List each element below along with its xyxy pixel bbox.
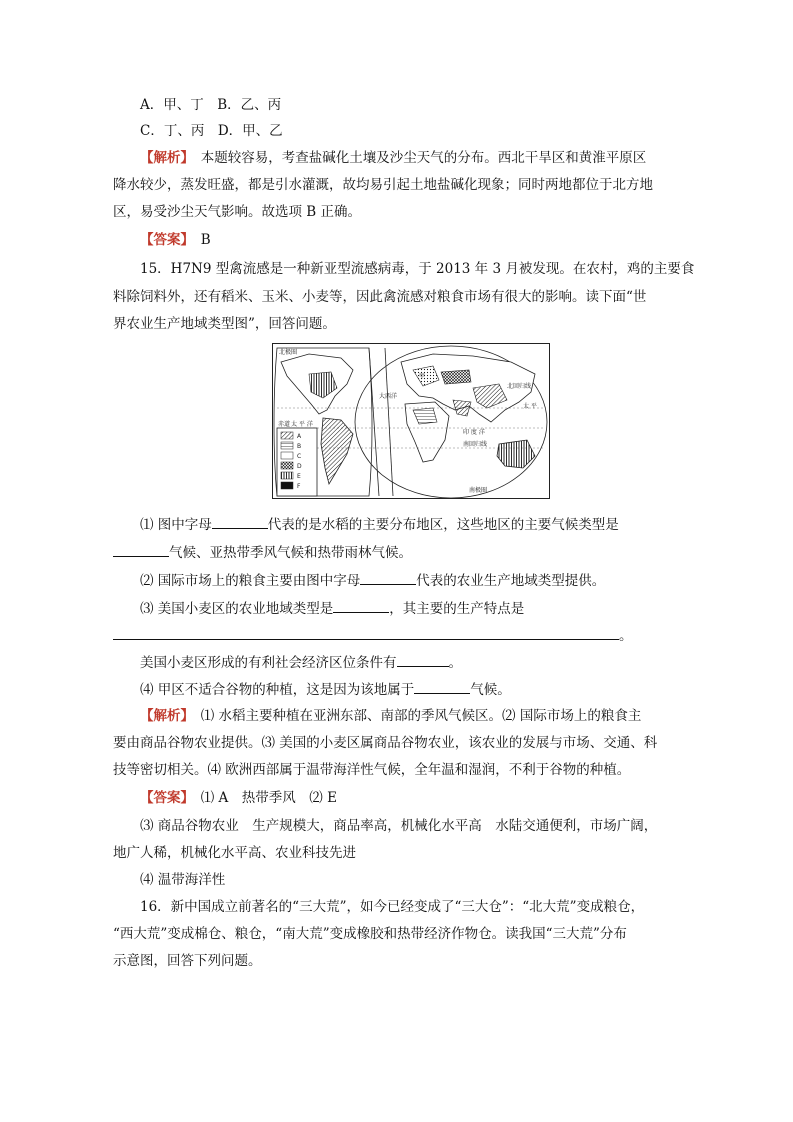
- q15-stem-line-2: 料除饲料外，还有稻米、玉米、小麦等，因此禽流感对粮食市场有很大的影响。读下面“世: [113, 289, 647, 305]
- legend-b: B: [297, 443, 302, 450]
- legend-a: A: [297, 433, 302, 440]
- q14-analysis-line-3: 区，易受沙尘天气影响。故选项 B 正确。: [113, 204, 362, 220]
- legend-f: F: [297, 483, 301, 490]
- legend-c: C: [297, 453, 302, 460]
- label-pacific-right: 太 平: [523, 403, 537, 410]
- answer-blank[interactable]: [360, 570, 416, 585]
- q16-stem-line-2: “西大荒”变成棉仓、粮仓，“南大荒”变成橡胶和热带经济作物仓。读我国“三大荒”分布: [113, 926, 627, 942]
- label-indian: 印 度 洋: [463, 429, 485, 436]
- q15-analysis-line-3: 技等密切相关。⑷ 欧洲西部属于温带海洋性气候，全年温和湿润，不利于谷物的种植。: [113, 762, 631, 778]
- label-arctic: 北极圈: [279, 349, 298, 356]
- q14-answer-text: B: [187, 232, 211, 248]
- label-jia: 甲: [419, 373, 426, 380]
- label-equator: 赤道: [278, 421, 291, 428]
- option-line-1: A．甲、丁 B．乙、丙: [140, 97, 282, 113]
- q15-answer-line-2: ⑶ 商品谷物农业 生产规模大，商品率高，机械化水平高 水陆交通便利，市场广阔，: [140, 818, 658, 834]
- analysis-tag: 【解析】: [140, 708, 188, 724]
- legend-d: D: [297, 463, 302, 470]
- label-pacific: 太 平 洋: [291, 421, 313, 428]
- option-line-2: C．丁、丙 D．甲、乙: [140, 123, 283, 139]
- q15-analysis-line-1: 【解析】 ⑴ 水稻主要种植在亚洲东部、南部的季风气候区。⑵ 国际市场上的粮食主: [140, 708, 642, 724]
- legend-e: E: [297, 473, 301, 480]
- q15-sub3-line-3: 美国小麦区形成的有利社会经济区位条件有 。: [140, 652, 462, 673]
- world-agriculture-map: [272, 343, 550, 499]
- q15-analysis-line-2: 要由商品谷物农业提供。⑶ 美国的小麦区属商品谷物农业，该农业的发展与市场、交通、科: [113, 735, 658, 751]
- answer-tag: 【答案】: [140, 790, 188, 806]
- label-tropic-n: 北回归线: [507, 383, 532, 390]
- q14-analysis-line-2: 降水较少，蒸发旺盛，都是引水灌溉，故均易引起土地盐碱化现象；同时两地都位于北方地: [113, 177, 653, 193]
- label-tropic-s: 南回归线: [463, 441, 488, 448]
- q15-stem-line-1: 15．H7N9 型禽流感是一种新亚型流感病毒，于 2013 年 3 月被发现。在农村，鸡的主要食: [140, 261, 695, 277]
- q15-sub3-line-1: ⑶ 美国小麦区的农业地域类型是 ，其主要的生产特点是: [140, 598, 524, 619]
- q15-sub2: ⑵ 国际市场上的粮食主要由图中字母 代表的农业生产地域类型提供。: [140, 570, 605, 591]
- q15-sub1-line-1: ⑴ 图中字母 代表的是水稻的主要分布地区，这些地区的主要气候类型是: [140, 514, 619, 535]
- q15-sub4: ⑷ 甲区不适合谷物的种植，这是因为该地属于 气候。: [140, 679, 511, 700]
- q14-analysis-line-1: [140, 148, 646, 168]
- q14-answer-line: [140, 230, 211, 250]
- q15-answer-line-1: 【答案】 ⑴ A 热带季风 ⑵ E: [140, 790, 337, 806]
- q15-stem-line-3: 界农业生产地域类型图”，回答问题。: [113, 316, 336, 332]
- q14-analysis-text-1: 本题较容易，考查盐碱化土壤及沙尘天气的分布。西北干旱区和黄淮平原区: [187, 150, 647, 166]
- answer-blank[interactable]: [333, 598, 389, 613]
- answer-tag: 【答案】: [140, 232, 188, 248]
- answer-blank[interactable]: [212, 514, 268, 529]
- analysis-tag: 【解析】: [140, 150, 188, 166]
- australia: [497, 440, 535, 468]
- q15-sub1-line-2: 气候、亚热带季风气候和热带雨林气候。: [113, 542, 412, 563]
- q15-answer-line-4: ⑷ 温带海洋性: [140, 872, 226, 888]
- q16-stem-line-1: 16．新中国成立前著名的“三大荒”，如今已经变成了“三大仓”：“北大荒”变成粮仓，: [140, 899, 645, 915]
- answer-blank[interactable]: [113, 625, 619, 640]
- answer-blank[interactable]: [414, 679, 470, 694]
- label-atlantic: 大西洋: [379, 393, 398, 400]
- q15-answer-line-3: 地广人稀，机械化水平高、农业科技先进: [113, 845, 356, 861]
- label-antarctic: 南极圈: [469, 487, 488, 494]
- q15-sub3-line-2: 。: [113, 625, 633, 646]
- q16-stem-line-3: 示意图，回答下列问题。: [113, 953, 262, 969]
- answer-blank[interactable]: [113, 542, 169, 557]
- answer-blank[interactable]: [397, 652, 449, 667]
